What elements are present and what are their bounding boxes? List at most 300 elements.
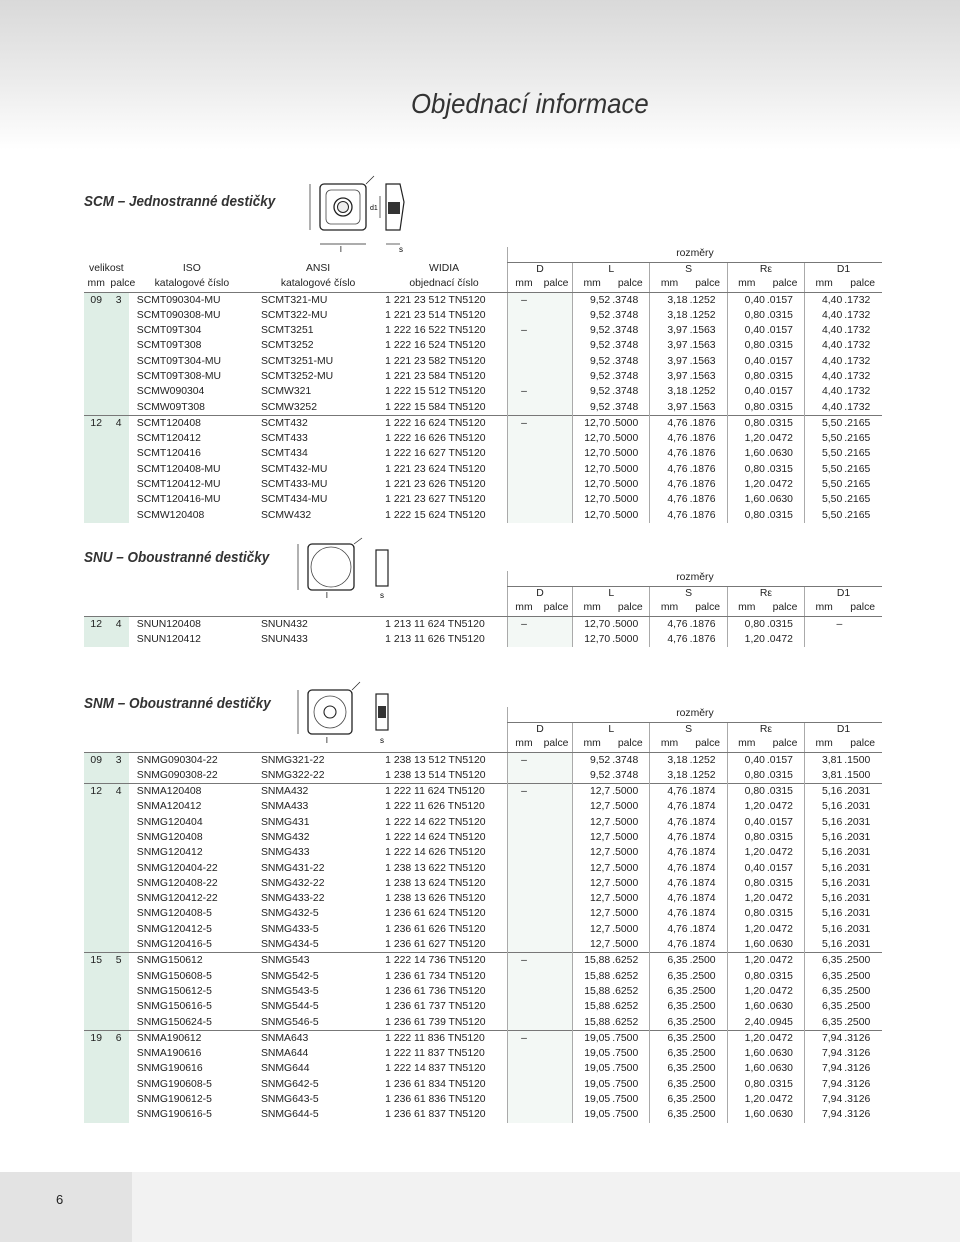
dim-d1_mm-cell: 4,40 <box>805 308 844 323</box>
dim-r_in-cell: .0315 <box>766 616 805 632</box>
iso-code-cell: SNMG190608-5 <box>136 1078 212 1090</box>
dim-r_mm-cell: 0,80 <box>727 616 766 632</box>
dim-d1_in-cell: .1500 <box>843 752 882 768</box>
dim-r_in-cell: .0315 <box>766 1078 793 1090</box>
dim-d_mm-cell <box>507 308 540 323</box>
dim-r_in-cell: .0157 <box>766 355 793 367</box>
dim-l_in-cell: .5000 <box>612 801 639 813</box>
widia-order-number-cell: 1 221 23 514 TN5120 <box>385 309 486 321</box>
dim-l_in-cell: .7500 <box>612 1063 639 1075</box>
header-mm: mm <box>650 601 689 616</box>
dim-d1_in-cell: .2165 <box>844 448 871 460</box>
header-blank <box>84 722 507 737</box>
table-row <box>84 999 882 1014</box>
ansi-code-cell: SNMA644 <box>260 1048 309 1060</box>
dim-r_mm-cell: 1,20 <box>727 953 766 969</box>
dim-d_mm-cell: – <box>507 784 540 800</box>
dim-d_in-cell <box>540 861 573 876</box>
iso-code-cell: SNMG150612 <box>129 953 255 969</box>
table-row <box>84 508 882 523</box>
dim-s_mm-cell: 6,35 <box>650 999 689 1014</box>
dim-d1_mm-cell: 5,16 <box>805 784 844 800</box>
size-in-cell <box>108 830 128 845</box>
dim-l_in-cell: .5000 <box>611 616 650 632</box>
dim-d1_in-cell: .2500 <box>844 1016 871 1028</box>
dim-d1_mm-cell: 5,16 <box>805 876 844 891</box>
dim-r_in-cell: .0315 <box>766 784 805 800</box>
ansi-code-cell: SNMA432 <box>255 784 381 800</box>
table-row <box>84 784 882 800</box>
size-mm-cell: 19 <box>84 1030 108 1046</box>
iso-code-cell: SNMA190616 <box>136 1048 202 1060</box>
size-mm-cell <box>84 1061 108 1076</box>
dim-d1_mm-cell: 4,40 <box>805 292 844 308</box>
header-mm: mm <box>805 737 844 752</box>
dim-d1_in-cell: .2031 <box>844 862 871 874</box>
header-palce: palce <box>540 277 573 292</box>
dim-d1_mm-cell: 4,40 <box>805 400 844 416</box>
dim-r_in-cell: .0315 <box>766 908 793 920</box>
dim-l_mm-cell: 9,52 <box>573 768 612 784</box>
dim-s_mm-cell: 6,35 <box>650 1107 689 1122</box>
widia-order-number-cell: 1 221 23 624 TN5120 <box>385 463 486 475</box>
dim-r_in-cell: .0472 <box>766 1094 793 1106</box>
header-katalogove-cislo <box>255 601 381 616</box>
header-objednaci-cislo: objednací číslo <box>381 277 507 292</box>
dim-d1_in-cell: .2031 <box>843 784 882 800</box>
dim-r_mm-cell: 0,80 <box>727 308 766 323</box>
header-mm: mm <box>507 737 540 752</box>
dim-d_in-cell <box>540 492 573 507</box>
ansi-code-cell: SNMG431-22 <box>260 862 325 874</box>
iso-code-cell: SNMG120416-5 <box>136 939 212 951</box>
dim-l_in-cell: .5000 <box>612 908 639 920</box>
dim-l_mm-cell: 9,52 <box>573 323 612 338</box>
ansi-code-cell: SNMG543-5 <box>260 985 319 997</box>
dim-s_in-cell: .1563 <box>689 355 716 367</box>
ansi-code-cell: SCMT434 <box>260 448 308 460</box>
size-in-cell <box>108 1077 128 1092</box>
diagram-label-l: l <box>340 245 342 254</box>
table-row <box>84 937 882 953</box>
table-snu <box>84 571 882 647</box>
widia-order-number-cell: 1 222 11 837 TN5120 <box>385 1048 485 1060</box>
dim-s_mm-cell: 4,76 <box>650 632 689 647</box>
dim-l_in-cell: .5000 <box>611 784 650 800</box>
dim-r_in-cell: .0630 <box>766 1048 793 1060</box>
dim-d1_mm-cell: 5,16 <box>805 830 844 845</box>
dim-l_mm-cell: 12,7 <box>573 876 612 891</box>
dim-d_in-cell <box>540 369 573 384</box>
header-palce: palce <box>843 277 882 292</box>
dim-s_mm-cell: 4,76 <box>650 876 689 891</box>
dim-s_mm-cell: 4,76 <box>650 446 689 461</box>
widia-order-number-cell: 1 236 61 626 TN5120 <box>385 923 486 935</box>
dim-d_mm-cell <box>507 799 540 814</box>
header-rozmery: rozměry <box>507 571 882 586</box>
widia-order-number-cell: 1 222 14 736 TN5120 <box>381 953 507 969</box>
ansi-code-cell: SCMW432 <box>260 509 312 521</box>
iso-code-cell: SCMT120416 <box>136 448 201 460</box>
page-number: 6 <box>56 1192 64 1207</box>
widia-order-number-cell: 1 222 14 626 TN5120 <box>385 847 486 859</box>
size-in-cell <box>108 937 128 953</box>
dim-d_in-cell <box>540 616 573 632</box>
dim-l_mm-cell: 12,70 <box>573 616 612 632</box>
dim-d1_in-cell: .1732 <box>844 340 871 352</box>
dim-r_mm-cell: 0,80 <box>727 369 766 384</box>
ansi-code-cell: SNMG432-22 <box>260 877 325 889</box>
dim-d_mm-cell <box>507 431 540 446</box>
dim-d1_in-cell <box>843 616 882 632</box>
ansi-code-cell: SNMG433-22 <box>260 893 325 905</box>
iso-code-cell: SNMG150624-5 <box>136 1016 212 1028</box>
table-row <box>84 1077 882 1092</box>
header-d: D <box>507 586 572 601</box>
dim-d_in-cell <box>540 354 573 369</box>
dim-l_mm-cell: 9,52 <box>573 338 612 353</box>
size-mm-cell: 09 <box>84 292 108 308</box>
size-mm-cell <box>84 1015 108 1031</box>
dim-s_in-cell: .2500 <box>689 1048 716 1060</box>
dim-d_in-cell <box>540 891 573 906</box>
dim-d_mm-cell <box>507 984 540 999</box>
dim-d_in-cell <box>540 1077 573 1092</box>
size-in-cell <box>108 1107 128 1122</box>
size-mm-cell <box>84 323 108 338</box>
dim-l_in-cell: .3748 <box>612 325 639 337</box>
header-mm: mm <box>650 737 689 752</box>
dim-s_mm-cell: 4,76 <box>650 492 689 507</box>
dim-d_in-cell <box>540 1030 573 1046</box>
iso-code-cell: SNMG120408-5 <box>136 908 212 920</box>
dim-d_mm-cell <box>507 876 540 891</box>
dim-r_mm-cell: 1,20 <box>727 845 766 860</box>
ansi-code-cell: SNUN432 <box>255 616 381 632</box>
dim-d_mm-cell <box>507 446 540 461</box>
dim-s_mm-cell: 6,35 <box>650 1015 689 1031</box>
dim-d1_mm-cell: 6,35 <box>805 999 844 1014</box>
dim-r_mm-cell: 0,80 <box>727 400 766 416</box>
table-row <box>84 953 882 969</box>
dim-l_in-cell: .3748 <box>612 309 639 321</box>
size-in-cell: 3 <box>108 752 128 768</box>
table-row <box>84 632 882 647</box>
table-row <box>84 845 882 860</box>
size-in-cell: 5 <box>108 953 128 969</box>
dim-s_in-cell: .1874 <box>689 831 716 843</box>
dim-d_mm-cell <box>507 1015 540 1031</box>
table-row <box>84 830 882 845</box>
dim-l_in-cell: .3748 <box>612 769 639 781</box>
dim-d1_in-cell: .2031 <box>844 847 871 859</box>
widia-order-number-cell: 1 222 15 624 TN5120 <box>385 509 486 521</box>
ansi-code-cell: SCMT3252-MU <box>260 370 334 382</box>
dim-r_in-cell: .0315 <box>766 463 793 475</box>
dim-l_mm-cell: 9,52 <box>573 354 612 369</box>
ansi-code-cell: SNMG433 <box>260 847 310 859</box>
header-mm: mm <box>573 277 612 292</box>
dim-d1_in-cell: .2165 <box>843 415 882 431</box>
dim-l_in-cell: .3748 <box>612 355 639 367</box>
size-mm-cell <box>84 799 108 814</box>
widia-order-number-cell: 1 222 15 512 TN5120 <box>385 386 486 398</box>
size-mm-cell <box>84 984 108 999</box>
dim-s_mm-cell: 4,76 <box>650 616 689 632</box>
diagram-label-s-3: s <box>380 736 384 745</box>
dim-d1_in-cell: .1732 <box>844 355 871 367</box>
dim-d_mm-cell <box>507 508 540 523</box>
header-mm: mm <box>84 277 108 292</box>
dim-d1_in-cell: .2165 <box>844 463 871 475</box>
section-title-snu: SNU – Oboustranné destičky <box>84 549 270 566</box>
size-mm-cell <box>84 861 108 876</box>
table-row <box>84 492 882 507</box>
widia-order-number-cell: 1 221 23 627 TN5120 <box>385 494 486 506</box>
dim-s_in-cell: .1874 <box>689 847 716 859</box>
header-katalogove-cislo <box>129 601 255 616</box>
table-row <box>84 292 882 308</box>
diagram-label-l-3: l <box>326 736 328 745</box>
widia-order-number-cell: 1 222 14 622 TN5120 <box>385 816 486 828</box>
footer-tab <box>0 1172 132 1242</box>
dim-d_in-cell <box>540 446 573 461</box>
ansi-code-cell: SCMT433-MU <box>260 479 328 491</box>
dim-s_in-cell: .1874 <box>689 923 716 935</box>
ansi-code-cell: SCMT434-MU <box>260 494 328 506</box>
size-mm-cell: 09 <box>84 752 108 768</box>
dim-l_mm-cell: 19,05 <box>573 1092 612 1107</box>
dim-l_mm-cell: 15,88 <box>573 953 612 969</box>
dim-s_in-cell: .1563 <box>689 370 716 382</box>
dim-d_mm-cell <box>507 845 540 860</box>
widia-order-number-cell: 1 236 61 734 TN5120 <box>385 970 486 982</box>
size-in-cell: 3 <box>108 292 128 308</box>
dim-d_mm-cell <box>507 400 540 416</box>
size-in-cell <box>108 492 128 507</box>
dim-r_in-cell: .0315 <box>766 370 793 382</box>
dim-l_mm-cell: 19,05 <box>573 1030 612 1046</box>
size-mm-cell: 15 <box>84 953 108 969</box>
header-re: Rε <box>727 586 804 601</box>
dim-d1_mm-cell: 5,50 <box>805 462 844 477</box>
dim-d_in-cell <box>540 768 573 784</box>
dim-l_mm-cell: 15,88 <box>573 1015 612 1031</box>
header-s: S <box>650 262 727 277</box>
dim-d_in-cell <box>540 462 573 477</box>
dim-s_mm-cell: 3,18 <box>650 752 689 768</box>
dim-l_mm-cell: 12,7 <box>573 799 612 814</box>
header-mm: mm <box>727 277 766 292</box>
size-in-cell <box>108 446 128 461</box>
header-blank <box>84 571 507 586</box>
header-re: Rε <box>727 262 804 277</box>
dim-r_mm-cell: 0,40 <box>727 752 766 768</box>
dim-d1_mm-cell: 3,81 <box>805 752 844 768</box>
dim-d1_mm-cell: 6,35 <box>805 1015 844 1031</box>
size-mm-cell <box>84 338 108 353</box>
dim-d_mm-cell <box>507 815 540 830</box>
iso-code-cell: SCMT090304-MU <box>129 292 255 308</box>
widia-order-number-cell: 1 221 23 512 TN5120 <box>381 292 507 308</box>
header-katalogove-cislo <box>255 737 381 752</box>
dim-s_mm-cell: 6,35 <box>650 1046 689 1061</box>
widia-order-number-cell: 1 236 61 739 TN5120 <box>385 1016 486 1028</box>
header-mm: mm <box>573 601 612 616</box>
size-mm-cell <box>84 906 108 921</box>
dim-s_mm-cell: 3,97 <box>650 369 689 384</box>
dim-s_in-cell: .1876 <box>689 616 728 632</box>
header-iso: ISO <box>182 263 201 275</box>
dim-d1_in-cell: .3126 <box>844 1063 871 1075</box>
ansi-code-cell: SNMG321-22 <box>255 752 381 768</box>
header-s: S <box>650 586 727 601</box>
iso-code-cell: SCMW09T308 <box>136 401 205 413</box>
dim-s_mm-cell: 4,76 <box>650 431 689 446</box>
dim-l_in-cell: .7500 <box>611 1030 650 1046</box>
dim-r_in-cell: .0630 <box>766 1063 793 1075</box>
dim-l_mm-cell: 9,52 <box>573 384 612 399</box>
size-in-cell <box>108 338 128 353</box>
dim-d_mm-cell <box>507 462 540 477</box>
dim-r_mm-cell: 0,80 <box>727 768 766 784</box>
dim-l_mm-cell: 9,52 <box>573 308 612 323</box>
dim-d1_mm-cell: 5,16 <box>805 906 844 921</box>
dim-l_in-cell: .7500 <box>612 1109 639 1121</box>
iso-code-cell: SNMG120404-22 <box>136 862 218 874</box>
dim-r_mm-cell: 1,20 <box>727 799 766 814</box>
dim-d_mm-cell <box>507 861 540 876</box>
dim-d_in-cell <box>540 384 573 399</box>
dim-l_in-cell: .6252 <box>612 1001 639 1013</box>
ansi-code-cell: SCMT321-MU <box>255 292 381 308</box>
size-in-cell <box>108 369 128 384</box>
size-mm-cell <box>84 876 108 891</box>
dim-r_in-cell: .0630 <box>766 1001 793 1013</box>
dim-r_in-cell: .0472 <box>766 923 793 935</box>
dim-r_mm-cell: 1,20 <box>727 922 766 937</box>
dim-d1_mm-cell: 5,50 <box>805 446 844 461</box>
header-mm: mm <box>727 737 766 752</box>
table-row <box>84 984 882 999</box>
dim-s_mm-cell: 4,76 <box>650 784 689 800</box>
dim-d_in-cell <box>540 1092 573 1107</box>
header-ansi: ANSI <box>305 263 331 275</box>
dim-s_in-cell: .1874 <box>689 862 716 874</box>
table-row <box>84 1061 882 1076</box>
dim-s_mm-cell: 4,76 <box>650 845 689 860</box>
header-l: L <box>573 586 650 601</box>
size-in-cell <box>108 861 128 876</box>
iso-code-cell: SNMG090304-22 <box>129 752 255 768</box>
widia-order-number-cell: 1 236 61 627 TN5120 <box>385 939 486 951</box>
header-mm: mm <box>727 601 766 616</box>
ansi-code-cell: SNMG432-5 <box>260 908 319 920</box>
table-row <box>84 1015 882 1031</box>
header-palce: palce <box>689 601 728 616</box>
dim-l_in-cell: .6252 <box>611 953 650 969</box>
dim-s_in-cell: .1876 <box>689 633 716 645</box>
dim-s_mm-cell: 6,35 <box>650 984 689 999</box>
dim-s_in-cell: .1876 <box>689 494 716 506</box>
ansi-code-cell: SNMG432 <box>260 831 310 843</box>
dim-r_mm-cell: 1,60 <box>727 1046 766 1061</box>
table-row <box>84 799 882 814</box>
table-row <box>84 969 882 984</box>
dim-r_in-cell: .0315 <box>766 970 793 982</box>
dim-d1_in-cell: .2500 <box>844 970 871 982</box>
ansi-code-cell: SNMG644 <box>260 1063 310 1075</box>
dim-d_mm-cell <box>507 632 540 647</box>
dim-s_in-cell: .1252 <box>689 752 728 768</box>
header-d: D <box>507 262 572 277</box>
dim-d1_in-cell: .1732 <box>844 386 871 398</box>
dim-d_mm-cell: – <box>507 1030 540 1046</box>
dim-d_mm-cell <box>507 906 540 921</box>
dim-d1_in-cell: .2165 <box>844 479 871 491</box>
widia-order-number-cell: 1 221 23 584 TN5120 <box>385 370 486 382</box>
ansi-code-cell: SNMG543 <box>255 953 381 969</box>
dim-l_in-cell: .6252 <box>612 985 639 997</box>
size-mm-cell <box>84 1107 108 1122</box>
dim-d1_in-cell: .2165 <box>844 494 871 506</box>
dim-l_in-cell: .3748 <box>612 386 639 398</box>
dim-d1_in-cell <box>843 632 882 647</box>
dim-r_in-cell: .0315 <box>766 769 793 781</box>
dim-s_in-cell: .1252 <box>689 386 716 398</box>
dim-l_mm-cell: 12,70 <box>573 446 612 461</box>
dim-l_in-cell: .3748 <box>612 370 639 382</box>
dim-r_mm-cell: 0,80 <box>727 784 766 800</box>
dim-d1_mm-cell: – <box>805 616 844 632</box>
dim-s_mm-cell: 6,35 <box>650 969 689 984</box>
ansi-code-cell: SNMG643-5 <box>260 1094 319 1106</box>
dim-l_in-cell: .5000 <box>612 877 639 889</box>
dim-d1_mm-cell: 5,50 <box>805 492 844 507</box>
dim-r_mm-cell: 0,40 <box>727 384 766 399</box>
header-l: L <box>573 262 650 277</box>
header-palce: palce <box>540 737 573 752</box>
size-mm-cell <box>84 308 108 323</box>
dim-l_in-cell: .7500 <box>612 1078 639 1090</box>
dim-s_in-cell: .2500 <box>689 1030 728 1046</box>
dim-d_in-cell <box>540 999 573 1014</box>
table-row <box>84 891 882 906</box>
header-palce: palce <box>766 277 805 292</box>
size-mm-cell <box>84 431 108 446</box>
dim-d_mm-cell: – <box>507 616 540 632</box>
header-palce: palce <box>689 737 728 752</box>
size-mm-cell <box>84 462 108 477</box>
size-in-cell <box>108 431 128 446</box>
dim-d_mm-cell: – <box>507 384 540 399</box>
size-in-cell <box>108 1046 128 1061</box>
dim-l_mm-cell: 12,7 <box>573 830 612 845</box>
ansi-code-cell: SCMW321 <box>260 386 312 398</box>
dim-l_mm-cell: 12,7 <box>573 784 612 800</box>
dim-l_in-cell: .5000 <box>612 463 639 475</box>
iso-code-cell: SNMG120412-5 <box>136 923 212 935</box>
widia-order-number-cell: 1 236 61 837 TN5120 <box>385 1109 486 1121</box>
widia-order-number-cell: 1 236 61 834 TN5120 <box>385 1078 486 1090</box>
dim-r_mm-cell: 1,60 <box>727 1061 766 1076</box>
table-row <box>84 752 882 768</box>
dim-s_mm-cell: 4,76 <box>650 922 689 937</box>
table-row <box>84 906 882 921</box>
ansi-code-cell: SNMA433 <box>260 801 309 813</box>
ansi-code-cell: SNMG542-5 <box>260 970 319 982</box>
dim-d1_mm-cell: 4,40 <box>805 323 844 338</box>
